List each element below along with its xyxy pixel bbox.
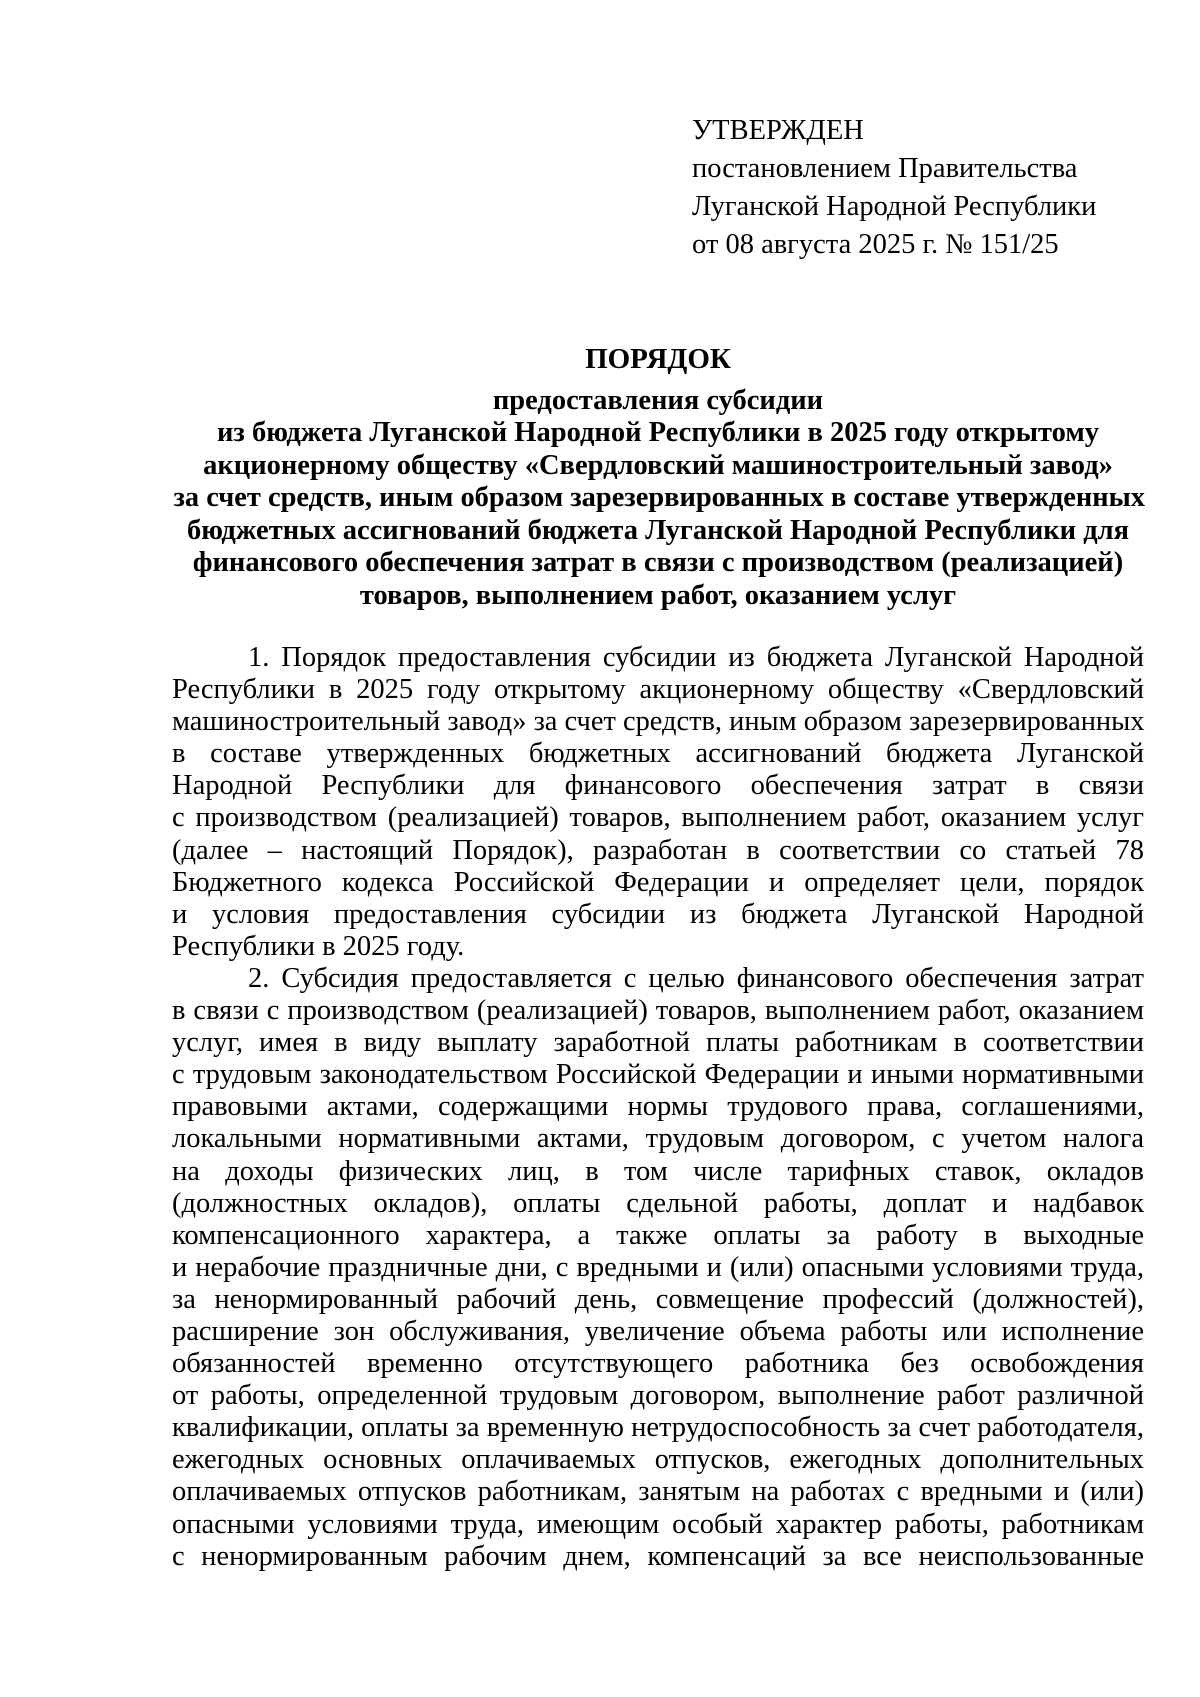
text-line: 2. Субсидия предоставляется с целью финансового обеспечения затрат — [248, 962, 1144, 994]
title-line: бюджетных ассигнований бюджета Луганской Народной Республики для — [186, 514, 1130, 546]
paragraph-2 — [172, 963, 1144, 1573]
approval-stamp-block — [692, 112, 1162, 264]
text-line: машиностроительный завод» за счет средств, иным образом зарезервированных — [172, 706, 1145, 738]
text-line: услуг, имея в виду выплату заработной платы работникам в соответствии — [172, 1027, 1144, 1059]
approval-line: от 08 августа 2025 г. № 151/25 — [692, 229, 1059, 260]
text-line: обязанностей временно отсутствующего работника без освобождения — [172, 1348, 1144, 1380]
text-line: на доходы физических лиц, в том числе тарифных ставок, окладов — [172, 1155, 1144, 1187]
title-line: предоставления субсидии — [492, 384, 824, 416]
text-line: с трудовым законодательством Российской Федерации и иными нормативными — [172, 1059, 1144, 1091]
text-line: в составе утвержденных бюджетных ассигнований бюджета Луганской — [172, 738, 1144, 770]
text-line: 1. Порядок предоставления субсидии из бюджета Луганской Народной — [248, 642, 1144, 673]
text-line: и нерабочие праздничные дни, с вредными и (или) опасными условиями труда, — [172, 1251, 1144, 1283]
title-line: из бюджета Луганской Народной Республики в 2025 году открытому — [216, 417, 1100, 448]
text-line: компенсационного характера, а также оплаты за работу в выходные — [172, 1219, 1144, 1251]
approval-line: постановлением Правительства — [692, 153, 1078, 184]
text-line: оплачиваемых отпусков работникам, занятым на работах с вредными и (или) — [172, 1476, 1144, 1508]
approval-line: Луганской Народной Республики — [692, 191, 1097, 222]
title-line: за счет средств, иным образом зарезервированных в составе утвержденных — [173, 482, 1146, 513]
text-line: локальными нормативными актами, трудовым договором, с учетом налога — [172, 1123, 1144, 1155]
document-title — [172, 343, 1144, 612]
text-line: и условия предоставления субсидии из бюджета Луганской Народной — [172, 898, 1144, 930]
text-line: с производством (реализацией) товаров, выполнением работ, оказанием услуг — [172, 802, 1144, 834]
approval-line: УТВЕРЖДЕН — [692, 115, 864, 146]
text-line: опасными условиями труда, имеющим особый характер работы, работникам — [172, 1508, 1144, 1540]
text-line: Бюджетного кодекса Российской Федерации и определяет цели, порядок — [172, 866, 1144, 898]
text-line: Республики в 2025 году открытому акционерному обществу «Свердловский — [172, 674, 1144, 706]
title-line: товаров, выполнением работ, оказанием услуг — [359, 579, 957, 611]
text-line: за ненормированный рабочий день, совмещение профессий (должностей), — [172, 1283, 1144, 1315]
text-line: квалификации, оплаты за временную нетрудоспособность за счет работодателя, — [172, 1412, 1144, 1444]
text-line: правовыми актами, содержащими нормы трудового права, соглашениями, — [172, 1091, 1144, 1123]
text-line: Народной Республики для финансового обеспечения затрат в связи — [172, 770, 1144, 802]
text-line: от работы, определенной трудовым договором, выполнение работ различной — [172, 1380, 1144, 1412]
document-body — [172, 642, 1144, 1573]
text-line: (должностных окладов), оплаты сдельной работы, доплат и надбавок — [172, 1187, 1144, 1219]
title-line: финансового обеспечения затрат в связи с производством (реализацией) — [192, 547, 1124, 578]
text-line: расширение зон обслуживания, увеличение объема работы или исполнение — [172, 1315, 1144, 1347]
paragraph-1 — [172, 642, 1144, 963]
text-line: Республики в 2025 году. — [172, 930, 465, 962]
text-line: в связи с производством (реализацией) товаров, выполнением работ, оказанием — [172, 995, 1144, 1027]
title-heading: ПОРЯДОК — [585, 343, 731, 375]
title-line: акционерному обществу «Свердловский машиностроительный завод» — [203, 449, 1113, 481]
text-line: с ненормированным рабочим днем, компенсаций за все неиспользованные — [172, 1540, 1144, 1572]
text-line: ежегодных основных оплачиваемых отпусков, ежегодных дополнительных — [172, 1444, 1144, 1476]
text-line: (далее – настоящий Порядок), разработан в соответствии со статьей 78 — [172, 834, 1144, 866]
